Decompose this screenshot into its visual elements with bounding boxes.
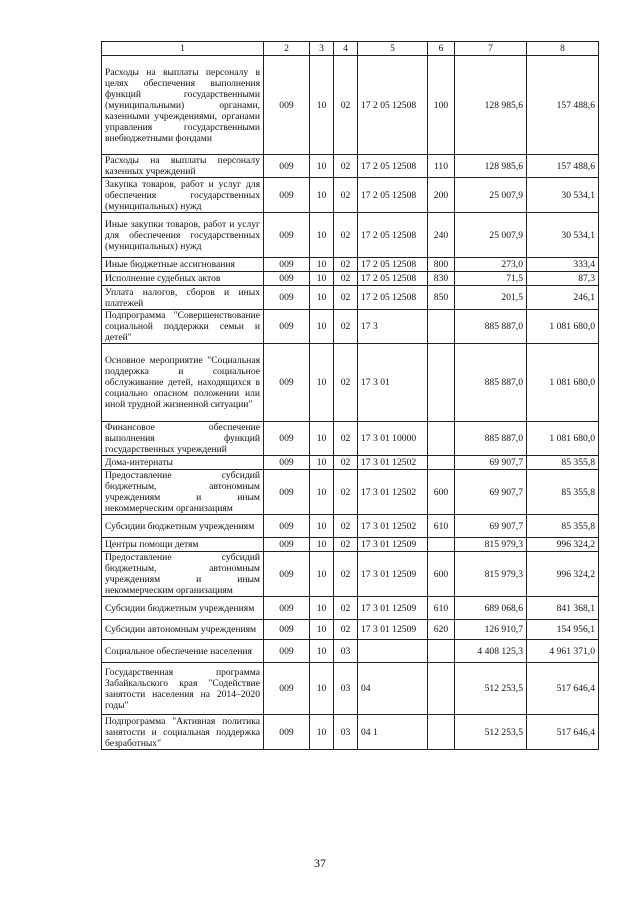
ministry-code-cell: 009: [264, 470, 310, 515]
section-cell: 10: [310, 422, 334, 456]
header-col-3: 3: [310, 42, 334, 56]
table-row: [102, 178, 599, 213]
amount-cell: 69 907,7: [455, 515, 527, 538]
amount-cell: 157 488,6: [527, 56, 599, 155]
ministry-code-cell: 009: [264, 422, 310, 456]
section-cell: 10: [310, 155, 334, 178]
target-article-cell: 17 2 05 12508: [358, 286, 428, 310]
row-name-cell: Субсидии автономным учреждениям: [102, 620, 264, 640]
target-article-cell: 17 3: [358, 310, 428, 344]
expense-type-cell: 100: [428, 56, 455, 155]
amount-cell: 154 956,1: [527, 620, 599, 640]
amount-cell: 1 081 680,0: [527, 344, 599, 422]
amount-cell: 4 961 371,0: [527, 640, 599, 663]
page-number: 37: [314, 856, 326, 870]
target-article-cell: 17 3 01 12509: [358, 538, 428, 552]
subsection-cell: 02: [334, 258, 358, 272]
amount-cell: 246,1: [527, 286, 599, 310]
expense-type-cell: 600: [428, 552, 455, 597]
table-row: [102, 597, 599, 620]
header-col-1: 1: [102, 42, 264, 56]
target-article-cell: 17 2 05 12508: [358, 213, 428, 258]
expense-type-cell: [428, 640, 455, 663]
table-row: [102, 552, 599, 597]
amount-cell: 996 324,2: [527, 538, 599, 552]
row-name-cell: Закупка товаров, работ и услуг для обеспечения государственных (муниципальных) нужд: [102, 178, 264, 213]
expense-type-cell: [428, 663, 455, 715]
section-cell: 10: [310, 640, 334, 663]
amount-cell: 25 007,9: [455, 178, 527, 213]
expense-type-cell: 830: [428, 272, 455, 286]
target-article-cell: 17 2 05 12508: [358, 155, 428, 178]
amount-cell: 996 324,2: [527, 552, 599, 597]
amount-cell: 512 253,5: [455, 715, 527, 750]
row-name-cell: Предоставление субсидий бюджетным, автономным учреждениям и иным некоммерческим организациям: [102, 470, 264, 515]
expense-type-cell: 200: [428, 178, 455, 213]
expense-type-cell: [428, 715, 455, 750]
table-row: [102, 640, 599, 663]
amount-cell: 71,5: [455, 272, 527, 286]
target-article-cell: 17 3 01 10000: [358, 422, 428, 456]
table-row: [102, 213, 599, 258]
table-row: [102, 258, 599, 272]
target-article-cell: [358, 640, 428, 663]
table-row: [102, 620, 599, 640]
expense-type-cell: 800: [428, 258, 455, 272]
target-article-cell: 17 3 01: [358, 344, 428, 422]
table-row: [102, 515, 599, 538]
ministry-code-cell: 009: [264, 538, 310, 552]
subsection-cell: 02: [334, 470, 358, 515]
section-cell: 10: [310, 344, 334, 422]
section-cell: 10: [310, 258, 334, 272]
row-name-cell: Основное мероприятие "Социальная поддержка и социальное обслуживание детей, находящихся в социально опасном положении или иной трудной жизненной ситуации": [102, 344, 264, 422]
target-article-cell: 17 2 05 12508: [358, 178, 428, 213]
target-article-cell: 17 3 01 12509: [358, 552, 428, 597]
expense-type-cell: [428, 344, 455, 422]
target-article-cell: 17 2 05 12508: [358, 272, 428, 286]
subsection-cell: 03: [334, 640, 358, 663]
ministry-code-cell: 009: [264, 456, 310, 470]
table-row: [102, 310, 599, 344]
ministry-code-cell: 009: [264, 286, 310, 310]
row-name-cell: Исполнение судебных актов: [102, 272, 264, 286]
subsection-cell: 02: [334, 56, 358, 155]
section-cell: 10: [310, 286, 334, 310]
subsection-cell: 03: [334, 663, 358, 715]
expense-type-cell: 600: [428, 470, 455, 515]
section-cell: 10: [310, 213, 334, 258]
amount-cell: 30 534,1: [527, 213, 599, 258]
amount-cell: 4 408 125,3: [455, 640, 527, 663]
ministry-code-cell: 009: [264, 640, 310, 663]
expense-type-cell: 850: [428, 286, 455, 310]
section-cell: 10: [310, 715, 334, 750]
table-row: [102, 538, 599, 552]
amount-cell: 815 979,3: [455, 538, 527, 552]
section-cell: 10: [310, 663, 334, 715]
section-cell: 10: [310, 515, 334, 538]
amount-cell: 512 253,5: [455, 663, 527, 715]
row-name-cell: Подпрограмма "Совершенствование социальной поддержки семьи и детей": [102, 310, 264, 344]
amount-cell: 885 887,0: [455, 344, 527, 422]
row-name-cell: Социальное обеспечение населения: [102, 640, 264, 663]
section-cell: 10: [310, 597, 334, 620]
table-row: [102, 715, 599, 750]
expense-type-cell: [428, 310, 455, 344]
row-name-cell: Центры помощи детям: [102, 538, 264, 552]
target-article-cell: 17 3 01 12502: [358, 456, 428, 470]
section-cell: 10: [310, 178, 334, 213]
target-article-cell: 17 3 01 12502: [358, 515, 428, 538]
table-row: [102, 422, 599, 456]
ministry-code-cell: 009: [264, 272, 310, 286]
expense-type-cell: 610: [428, 515, 455, 538]
row-name-cell: Иные закупки товаров, работ и услуг для обеспечения государственных (муниципальных) нужд: [102, 213, 264, 258]
section-cell: 10: [310, 470, 334, 515]
amount-cell: 69 907,7: [455, 470, 527, 515]
subsection-cell: 02: [334, 597, 358, 620]
target-article-cell: 17 2 05 12508: [358, 258, 428, 272]
row-name-cell: Государственная программа Забайкальского края "Содействие занятости населения на 2014–2020 годы": [102, 663, 264, 715]
amount-cell: 85 355,8: [527, 456, 599, 470]
amount-cell: 85 355,8: [527, 470, 599, 515]
target-article-cell: 04 1: [358, 715, 428, 750]
subsection-cell: 02: [334, 344, 358, 422]
subsection-cell: 02: [334, 178, 358, 213]
amount-cell: 885 887,0: [455, 422, 527, 456]
section-cell: 10: [310, 272, 334, 286]
subsection-cell: 02: [334, 422, 358, 456]
expense-type-cell: 240: [428, 213, 455, 258]
header-row: [102, 42, 599, 56]
table-row: [102, 663, 599, 715]
subsection-cell: 02: [334, 155, 358, 178]
amount-cell: 815 979,3: [455, 552, 527, 597]
amount-cell: 126 910,7: [455, 620, 527, 640]
amount-cell: 273,0: [455, 258, 527, 272]
amount-cell: 87,3: [527, 272, 599, 286]
section-cell: 10: [310, 620, 334, 640]
ministry-code-cell: 009: [264, 258, 310, 272]
row-name-cell: Иные бюджетные ассигнования: [102, 258, 264, 272]
table-row: [102, 286, 599, 310]
ministry-code-cell: 009: [264, 552, 310, 597]
amount-cell: 157 488,6: [527, 155, 599, 178]
header-col-5: 5: [358, 42, 428, 56]
ministry-code-cell: 009: [264, 344, 310, 422]
row-name-cell: Уплата налогов, сборов и иных платежей: [102, 286, 264, 310]
expense-type-cell: 110: [428, 155, 455, 178]
target-article-cell: 17 3 01 12509: [358, 620, 428, 640]
row-name-cell: Предоставление субсидий бюджетным, автономным учреждениям и иным некоммерческим организациям: [102, 552, 264, 597]
subsection-cell: 02: [334, 286, 358, 310]
header-col-2: 2: [264, 42, 310, 56]
ministry-code-cell: 009: [264, 155, 310, 178]
subsection-cell: 02: [334, 552, 358, 597]
header-col-7: 7: [455, 42, 527, 56]
ministry-code-cell: 009: [264, 620, 310, 640]
budget-table: [101, 41, 599, 750]
subsection-cell: 02: [334, 620, 358, 640]
section-cell: 10: [310, 552, 334, 597]
table-row: [102, 56, 599, 155]
amount-cell: 333,4: [527, 258, 599, 272]
amount-cell: 885 887,0: [455, 310, 527, 344]
ministry-code-cell: 009: [264, 310, 310, 344]
expense-type-cell: [428, 538, 455, 552]
ministry-code-cell: 009: [264, 715, 310, 750]
ministry-code-cell: 009: [264, 213, 310, 258]
amount-cell: 517 646,4: [527, 663, 599, 715]
row-name-cell: Финансовое обеспечение выполнения функций государственных учреждений: [102, 422, 264, 456]
table-row: [102, 456, 599, 470]
amount-cell: 517 646,4: [527, 715, 599, 750]
ministry-code-cell: 009: [264, 597, 310, 620]
amount-cell: 1 081 680,0: [527, 422, 599, 456]
amount-cell: 69 907,7: [455, 456, 527, 470]
row-name-cell: Субсидии бюджетным учреждениям: [102, 515, 264, 538]
row-name-cell: Субсидии бюджетным учреждениям: [102, 597, 264, 620]
row-name-cell: Подпрограмма "Активная политика занятости и социальная поддержка безработных": [102, 715, 264, 750]
expense-type-cell: 620: [428, 620, 455, 640]
table-row: [102, 470, 599, 515]
subsection-cell: 02: [334, 213, 358, 258]
section-cell: 10: [310, 456, 334, 470]
amount-cell: 201,5: [455, 286, 527, 310]
subsection-cell: 02: [334, 538, 358, 552]
amount-cell: 1 081 680,0: [527, 310, 599, 344]
ministry-code-cell: 009: [264, 56, 310, 155]
ministry-code-cell: 009: [264, 178, 310, 213]
amount-cell: 689 068,6: [455, 597, 527, 620]
ministry-code-cell: 009: [264, 515, 310, 538]
subsection-cell: 02: [334, 310, 358, 344]
amount-cell: 85 355,8: [527, 515, 599, 538]
subsection-cell: 02: [334, 272, 358, 286]
row-name-cell: Дома-интернаты: [102, 456, 264, 470]
subsection-cell: 03: [334, 715, 358, 750]
amount-cell: 25 007,9: [455, 213, 527, 258]
amount-cell: 128 985,6: [455, 56, 527, 155]
header-col-8: 8: [527, 42, 599, 56]
table-row: [102, 272, 599, 286]
amount-cell: 841 368,1: [527, 597, 599, 620]
table-body: [102, 56, 599, 750]
amount-cell: 128 985,6: [455, 155, 527, 178]
header-col-4: 4: [334, 42, 358, 56]
target-article-cell: 17 3 01 12502: [358, 470, 428, 515]
row-name-cell: Расходы на выплаты персоналу в целях обеспечения выполнения функций государственными (муниципальными) органами, казенными учреждениями, органами управления государственными внебюджетными фондами: [102, 56, 264, 155]
section-cell: 10: [310, 310, 334, 344]
section-cell: 10: [310, 56, 334, 155]
expense-type-cell: 610: [428, 597, 455, 620]
ministry-code-cell: 009: [264, 663, 310, 715]
header-col-6: 6: [428, 42, 455, 56]
table-row: [102, 344, 599, 422]
expense-type-cell: [428, 422, 455, 456]
subsection-cell: 02: [334, 456, 358, 470]
subsection-cell: 02: [334, 515, 358, 538]
section-cell: 10: [310, 538, 334, 552]
target-article-cell: 17 3 01 12509: [358, 597, 428, 620]
target-article-cell: 17 2 05 12508: [358, 56, 428, 155]
target-article-cell: 04: [358, 663, 428, 715]
amount-cell: 30 534,1: [527, 178, 599, 213]
table-row: [102, 155, 599, 178]
row-name-cell: Расходы на выплаты персоналу казенных учреждений: [102, 155, 264, 178]
expense-type-cell: [428, 456, 455, 470]
